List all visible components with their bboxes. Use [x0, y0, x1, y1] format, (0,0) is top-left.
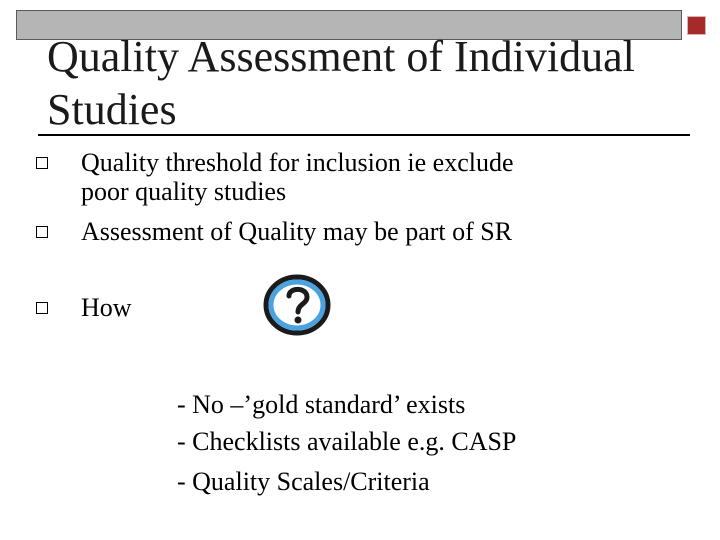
- bullet-square-icon: [36, 157, 48, 169]
- sub-point-2: - Checklists available e.g. CASP: [177, 427, 517, 456]
- slide-title-line-1: Quality Assessment of Individual: [47, 32, 635, 81]
- accent-square: [687, 16, 706, 35]
- question-mark-help-icon: [262, 274, 332, 336]
- slide-title-line-2: Studies: [47, 85, 177, 134]
- bullet-1-line-1: Quality threshold for inclusion ie exclude: [81, 148, 514, 177]
- slide-title: [47, 20, 687, 135]
- bullet-2-line-1: Assessment of Quality may be part of SR: [81, 217, 513, 246]
- bullet-square-icon: [36, 226, 48, 238]
- bullet-1-line-2: poor quality studies: [81, 177, 287, 206]
- title-divider: [38, 134, 690, 136]
- sub-point-1: - No –’gold standard’ exists: [177, 390, 466, 419]
- bullet-square-icon: [36, 302, 48, 314]
- bullet-3-line-1: How: [81, 293, 132, 322]
- sub-point-3: - Quality Scales/Criteria: [177, 467, 430, 496]
